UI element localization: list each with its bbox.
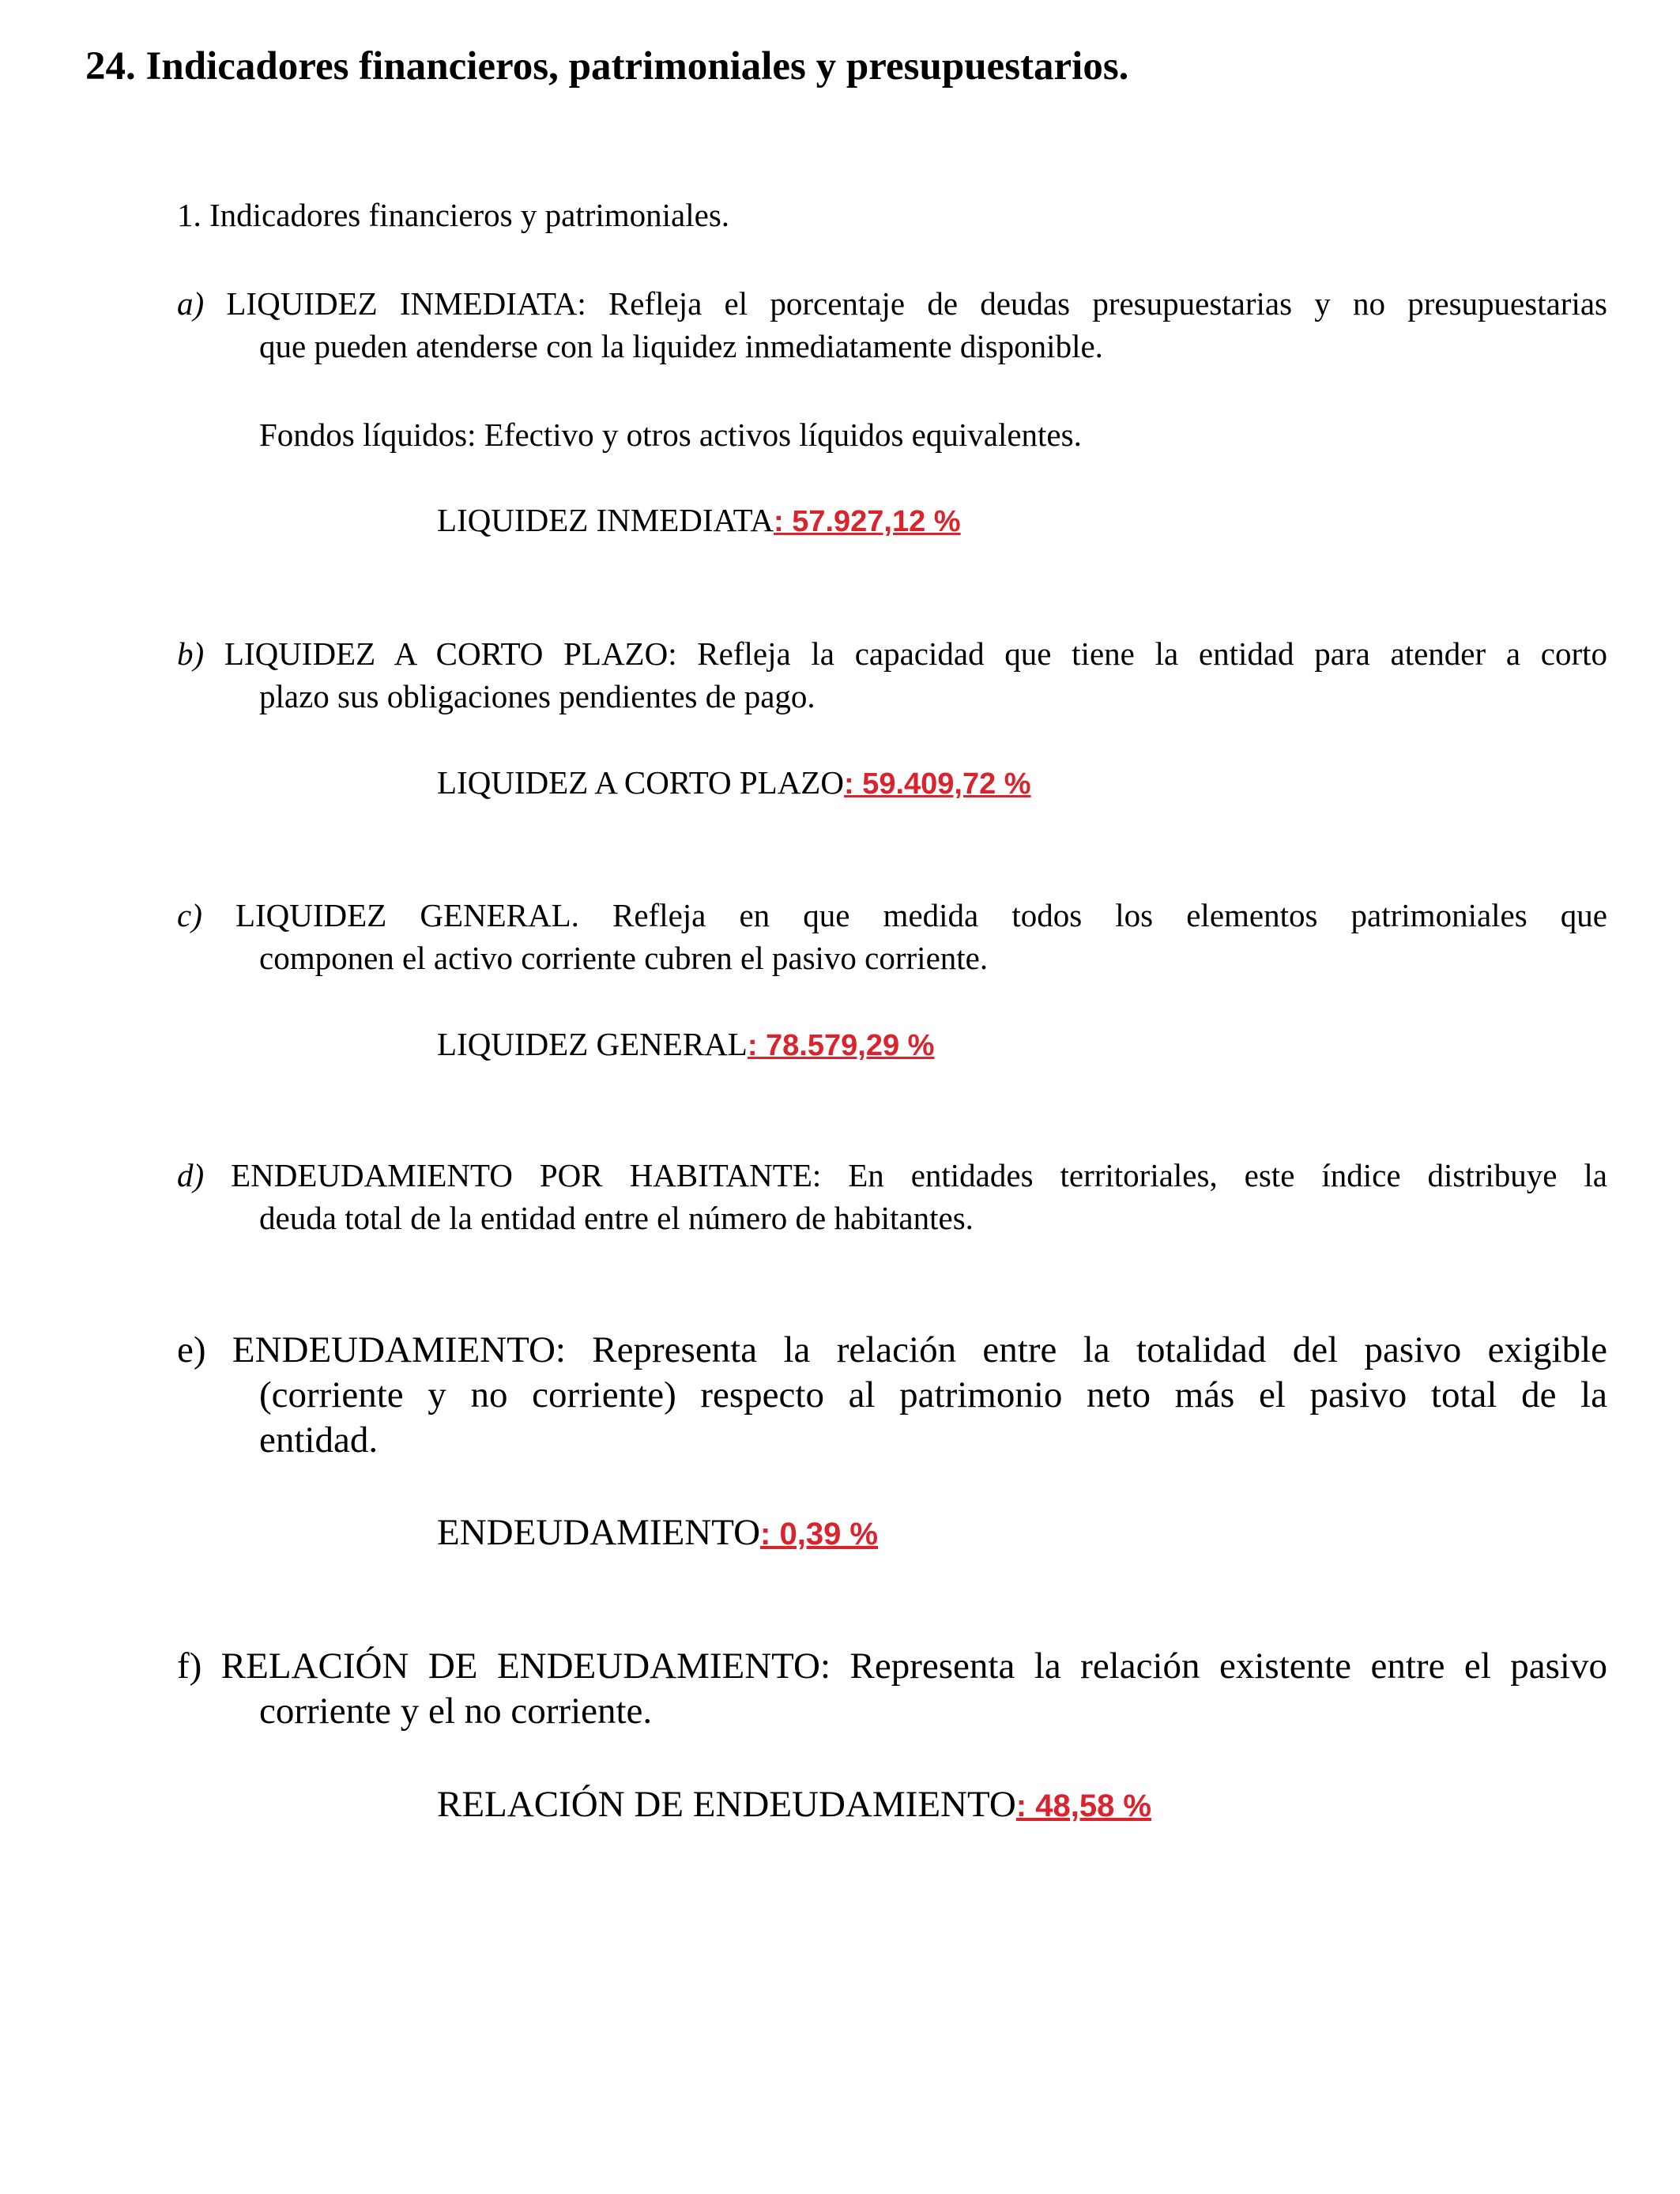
- indicator-e-line3: entidad.: [259, 1419, 379, 1461]
- indicator-c-letter: c): [177, 897, 202, 933]
- section-subtitle: 1. Indicadores financieros y patrimoniales.: [177, 197, 730, 233]
- indicator-a-description: [177, 282, 1607, 368]
- indicator-b-result-value: : 59.409,72 %: [843, 767, 1031, 801]
- indicator-c-line2: componen el activo corriente cubren el pasivo corriente.: [259, 940, 989, 976]
- indicator-e-line1: ENDEUDAMIENTO: Representa la relación entre la totalidad del pasivo exigible: [232, 1329, 1607, 1370]
- indicator-a-letter: a): [177, 285, 205, 322]
- indicator-c-result-value: : 78.579,29 %: [747, 1029, 935, 1062]
- indicator-a-result-value: : 57.927,12 %: [773, 505, 961, 538]
- indicator-f-description: [177, 1644, 1607, 1734]
- indicator-e-letter: e): [177, 1329, 206, 1370]
- indicator-f-result: [437, 1781, 1151, 1829]
- indicator-f-letter: f): [177, 1646, 202, 1687]
- indicator-e-line2: (corriente y no corriente) respecto al patrimonio neto más el pasivo total de la: [259, 1374, 1607, 1416]
- indicator-a-result: [437, 499, 961, 542]
- indicator-c-result: [437, 1023, 934, 1066]
- indicator-e-result-label: ENDEUDAMIENTO: [437, 1512, 761, 1553]
- indicator-a-line1: LIQUIDEZ INMEDIATA: Refleja el porcentaje de deudas presupuestarias y no presupuestarias: [226, 285, 1607, 322]
- indicator-d-letter: d): [177, 1157, 205, 1193]
- indicator-a-line2: que pueden atenderse con la liquidez inmediatamente disponible.: [259, 328, 1103, 364]
- indicator-b-line2: plazo sus obligaciones pendientes de pago.: [259, 678, 816, 714]
- indicator-d-description: [177, 1154, 1607, 1239]
- indicator-b-result: [437, 762, 1031, 805]
- indicator-a-result-label: LIQUIDEZ INMEDIATA: [437, 502, 774, 538]
- indicator-b-letter: b): [177, 635, 205, 672]
- indicator-f-result-label: RELACIÓN DE ENDEUDAMIENTO: [437, 1784, 1016, 1825]
- indicator-d-line2: deuda total de la entidad entre el número de habitantes.: [259, 1200, 974, 1236]
- indicator-a-note: Fondos líquidos: Efectivo y otros activos líquidos equivalentes.: [259, 417, 1082, 453]
- indicator-e-result-value: : 0,39 %: [760, 1517, 878, 1551]
- indicator-c-result-label: LIQUIDEZ GENERAL: [437, 1026, 748, 1062]
- indicator-f-line2: corriente y el no corriente.: [259, 1691, 653, 1732]
- indicator-b-description: [177, 632, 1607, 718]
- indicator-c-description: [177, 894, 1607, 979]
- indicator-e-description: [177, 1328, 1607, 1463]
- indicator-b-result-label: LIQUIDEZ A CORTO PLAZO: [437, 764, 844, 801]
- page-title: 24. Indicadores financieros, patrimoniales y presupuestarios.: [85, 44, 1129, 89]
- indicator-e-result: [437, 1510, 878, 1557]
- indicator-c-line1: LIQUIDEZ GENERAL. Refleja en que medida todos los elementos patrimoniales que: [235, 897, 1608, 933]
- indicator-d-line1: ENDEUDAMIENTO POR HABITANTE: En entidades territoriales, este índice distribuye la: [231, 1157, 1607, 1193]
- indicator-b-line1: LIQUIDEZ A CORTO PLAZO: Refleja la capacidad que tiene la entidad para atender a corto: [224, 635, 1608, 672]
- indicator-f-result-value: : 48,58 %: [1015, 1789, 1151, 1823]
- indicator-f-line1: RELACIÓN DE ENDEUDAMIENTO: Representa la relación existente entre el pasivo: [220, 1646, 1607, 1687]
